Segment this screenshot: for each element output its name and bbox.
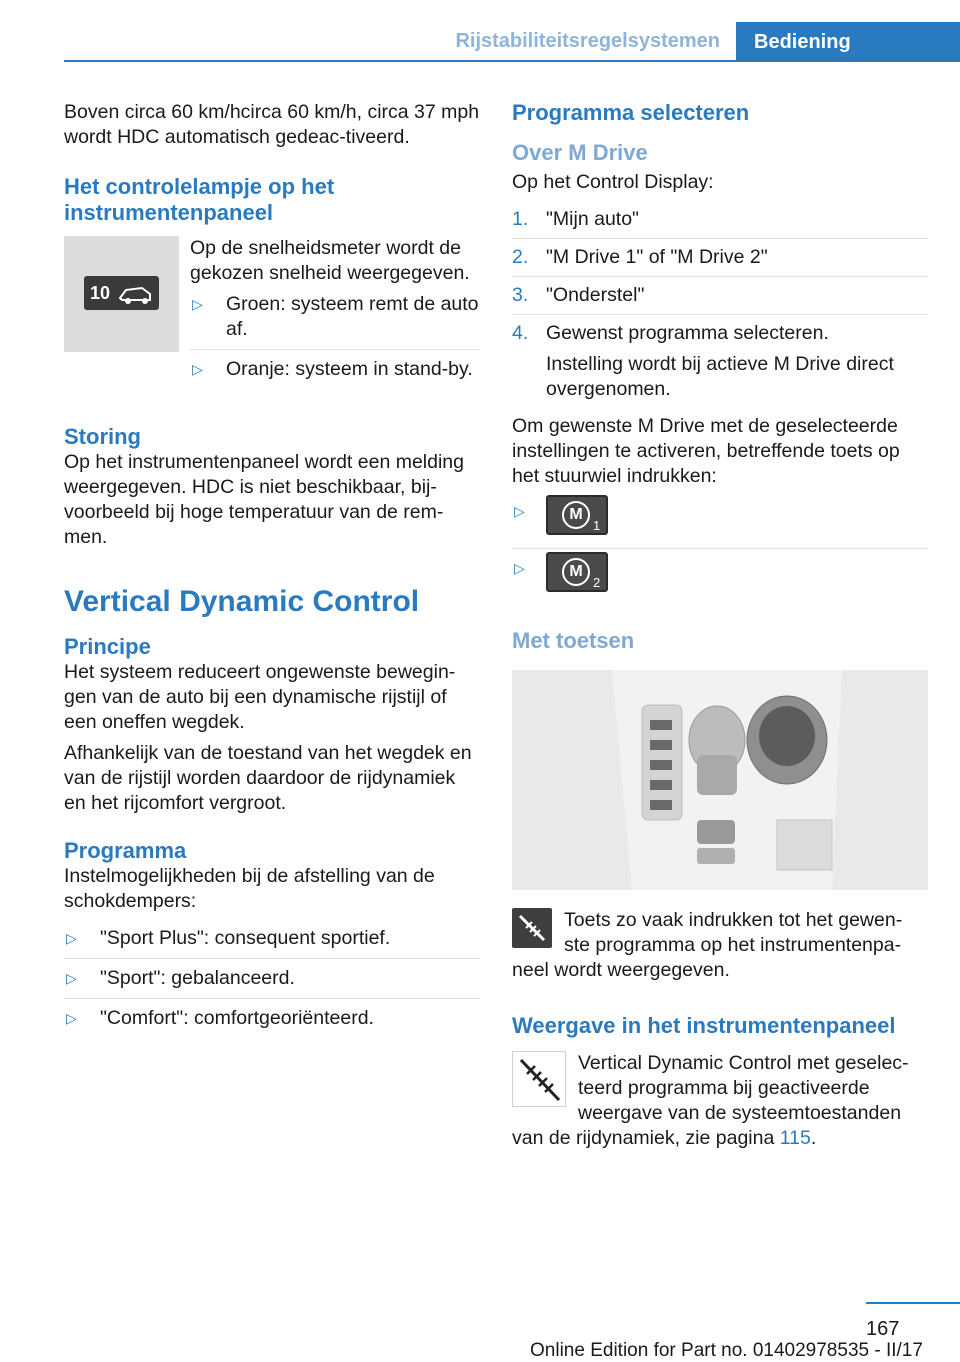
- programma-text: Instelmogelijkheden bij de afstelling van de schokdempers:: [64, 865, 435, 912]
- storing-heading: Storing: [64, 424, 141, 449]
- list-item: ▷ "Comfort": comfortgeoriënteerd.: [66, 1007, 374, 1029]
- header-tab[interactable]: Bediening: [736, 22, 960, 62]
- damper-icon: [512, 908, 552, 948]
- list-item: [512, 556, 928, 606]
- principe-text-2: Afhankelijk van de toestand van het wegdek en van de rijstijl worden daardoor de rijdynamiek en het rijcomfort vergroot.: [64, 742, 472, 814]
- left-column: [64, 100, 480, 1045]
- mdrive-heading: Over M Drive: [512, 140, 648, 165]
- triangle-bullet-icon: ▷: [514, 503, 525, 519]
- list-item: ▷ Groen: systeem remt de auto af.: [190, 292, 480, 350]
- triangle-bullet-icon: ▷: [514, 560, 525, 576]
- triangle-bullet-icon: ▷: [192, 296, 203, 312]
- list-item: 4. Gewenst programma selecteren. Instelling wordt bij actieve M Drive direct overgenomen.: [512, 321, 928, 408]
- indicator-heading: Het controlelampje op het instrumentenpaneel: [64, 174, 335, 225]
- m-button-list: [512, 499, 928, 606]
- mdrive-text-2: Om gewenste M Drive met de geselecteerde instellingen te activeren, betreffende toets op het stuurwiel indrukken:: [512, 415, 900, 487]
- list-item: ▷ "Sport Plus": consequent sportief.: [64, 926, 480, 959]
- damper-outline-icon: [512, 1051, 566, 1107]
- weergave-heading: Weergave in het instrumentenpaneel: [512, 1013, 896, 1038]
- mdrive-steps: [512, 207, 928, 408]
- list-item: ▷ Oranje: systeem in stand-by.: [192, 358, 473, 380]
- page-link-115[interactable]: 115: [779, 1127, 811, 1149]
- indicator-text: Op de snelheidsmeter wordt de gekozen snelheid weergegeven.: [190, 237, 470, 284]
- weergave-text: Vertical Dynamic Control met geselec-teerd programma bij geactiveerde weergave van de systeemtoestanden van de rijdynamiek, zie pagina 115.: [512, 1052, 909, 1149]
- programma-bullets: [64, 926, 480, 1038]
- principe-text-1: Het systeem reduceert ongewenste bewegin-gen van de auto bij een dynamische rijstijl of een oneffen wegdek.: [64, 661, 456, 733]
- center-console-illustration: [512, 670, 928, 890]
- weergave-note: [512, 1051, 928, 1151]
- car-downhill-icon: [116, 280, 156, 306]
- m-drive-2-button-icon: M 2: [546, 552, 608, 592]
- page-header: [0, 0, 960, 64]
- programma-heading: Programma: [64, 838, 187, 863]
- select-heading: Programma selecteren: [512, 100, 750, 125]
- toetsen-note: [512, 908, 928, 983]
- center-console-image: [512, 670, 928, 890]
- storing-text: Op het instrumentenpaneel wordt een melding weergegeven. HDC is niet beschikbaar, bij-voorbeeld bij hoge temperatuur van de rem-men.: [64, 451, 464, 548]
- list-item: ▷ "Sport": gebalanceerd.: [64, 966, 480, 999]
- step-sub-text: Instelling wordt bij actieve M Drive direct overgenomen.: [546, 353, 894, 400]
- m-drive-1-button-icon: M 1: [546, 495, 608, 535]
- indicator-bullets: [190, 292, 480, 389]
- list-item: [512, 499, 928, 549]
- list-item: 3. "Onderstel": [512, 283, 928, 315]
- right-column: [512, 100, 928, 1157]
- indicator-block: [64, 236, 480, 396]
- list-item: 1. "Mijn auto": [512, 207, 928, 239]
- toetsen-text: Toets zo vaak indrukken tot het gewen-ste programma op het instrumentenpa-neel wordt weergegeven.: [512, 909, 903, 981]
- triangle-bullet-icon: ▷: [66, 1010, 77, 1026]
- principe-heading: Principe: [64, 634, 151, 659]
- footer-edition: Online Edition for Part no. 01402978535 - II/17: [530, 1340, 923, 1361]
- indicator-lamp-icon: 10: [84, 276, 159, 310]
- page-number: 167: [866, 1318, 900, 1340]
- mdrive-text: Op het Control Display:: [512, 171, 714, 193]
- indicator-description: [190, 236, 480, 396]
- list-item: 2. "M Drive 1" of "M Drive 2": [512, 245, 928, 277]
- header-section: Rijstabiliteitsregelsystemen: [455, 30, 720, 52]
- vdc-heading: Vertical Dynamic Control: [64, 585, 420, 618]
- indicator-panel-image: [64, 236, 179, 352]
- footer-rule: [866, 1302, 960, 1304]
- intro-text: Boven circa 60 km/hcirca 60 km/h, circa 37 mph wordt HDC automatisch gedeac-tiveerd.: [64, 101, 480, 148]
- triangle-bullet-icon: ▷: [66, 970, 77, 986]
- triangle-bullet-icon: ▷: [66, 930, 77, 946]
- toetsen-heading: Met toetsen: [512, 628, 635, 653]
- header-rule: [64, 60, 960, 62]
- triangle-bullet-icon: ▷: [192, 361, 203, 377]
